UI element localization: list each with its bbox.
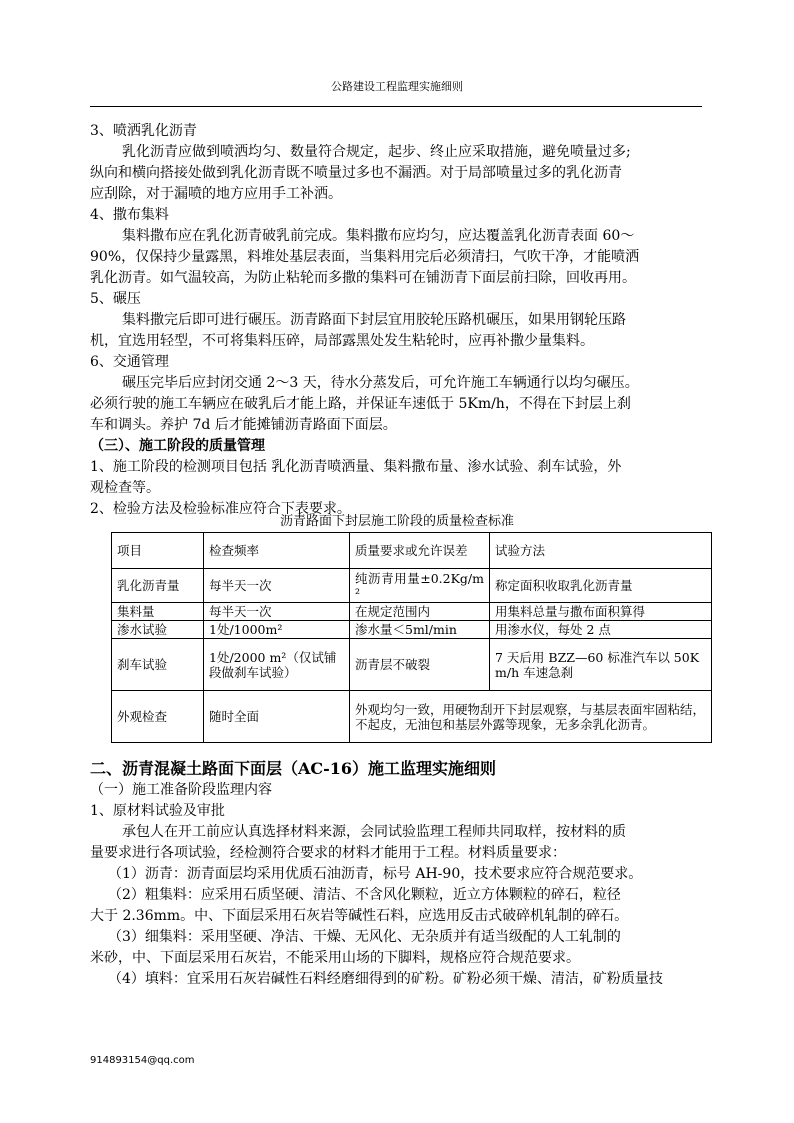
table-header-cell: 试验方法 (490, 533, 712, 569)
table-cell: 1处/1000m² (204, 621, 350, 639)
table-cell: 1处/2000 m²（仅试铺段做刹车试验） (204, 639, 350, 691)
table-cell: 随时全面 (204, 691, 350, 743)
paragraph-line: 承包人在开工前应认真选择材料来源，会同试验监理工程师共同取样，按材料的质 (122, 824, 626, 840)
table-row (112, 603, 712, 621)
paragraph-line: 90%，仅保持少量露黑，料堆处基层表面，当集料用完后必须清扫，气吹干净，才能喷洒 (90, 249, 640, 265)
footer-email: 914893154@qq.com (90, 1055, 195, 1066)
paragraph-line: 2、检验方法及检验标准应符合下表要求。 (90, 501, 351, 517)
quality-table (111, 532, 712, 743)
table-header-cell: 项目 (112, 533, 204, 569)
paragraph-line: （3）细集料：采用坚硬、净洁、干燥、无风化、无杂质并有适当级配的人工轧制的 (108, 929, 621, 945)
table-cell: 称定面积收取乳化沥青量 (490, 569, 712, 603)
table-cell: 用渗水仪，每处 2 点 (490, 621, 712, 639)
table-cell: 外观检查 (112, 691, 204, 743)
table-cell: 用集料总量与撒布面积算得 (490, 603, 712, 621)
heading-rolling: 5、碾压 (90, 291, 141, 307)
paragraph-line: 碾压完毕后应封闭交通 2～3 天，待水分蒸发后，可允许施工车辆通行以均匀碾压。 (122, 375, 639, 391)
subheading-preparation: （一）施工准备阶段监理内容 (90, 782, 272, 798)
table-header-cell: 质量要求或允许误差 (350, 533, 490, 569)
table-row (112, 569, 712, 603)
heading-aggregate: 4、撒布集料 (90, 207, 169, 223)
table-cell: 乳化沥青量 (112, 569, 204, 603)
paragraph-line: 车和调头。养护 7d 后才能摊铺沥青路面下面层。 (90, 417, 397, 433)
paragraph-line: 必须行驶的施工车辆应在破乳后才能上路，并保证车速低于 5Km/h，不得在下封层上刹 (90, 396, 631, 412)
table-cell: 纯沥青用量±0.2Kg/m² (350, 569, 490, 603)
heading-raw-materials: 1、原材料试验及审批 (90, 803, 225, 819)
paragraph-line: 乳化沥青。如气温较高，为防止粘轮而多撒的集料可在铺沥青下面层前扫除，回收再用。 (90, 270, 636, 286)
heading-traffic: 6、交通管理 (90, 354, 169, 370)
table-row (112, 621, 712, 639)
table-cell: 7 天后用 BZZ—60 标准汽车以 50Km/h 车速急刹 (490, 639, 712, 691)
header-rule (90, 106, 702, 107)
table-header-row (112, 533, 712, 569)
table-header-cell: 检查频率 (204, 533, 350, 569)
table-row (112, 691, 712, 743)
table-cell: 刹车试验 (112, 639, 204, 691)
paragraph-line: 纵向和横向搭接处做到乳化沥青既不喷量过多也不漏洒。对于局部喷量过多的乳化沥青 (90, 165, 622, 181)
heading-quality-management: （三）、施工阶段的质量管理 (90, 438, 265, 454)
paragraph-line: （2）粗集料：应采用石质坚硬、清洁、不含风化颗粒，近立方体颗粒的碎石，粒径 (108, 887, 621, 903)
paragraph-line: 量要求进行各项试验，经检测符合要求的材料才能用于工程。材料质量要求： (90, 845, 566, 861)
paragraph-line: 1、施工阶段的检测项目包括 乳化沥青喷洒量、集料撒布量、渗水试验、刹车试验，外 (90, 459, 622, 475)
table-cell: 在规定范围内 (350, 603, 490, 621)
paragraph-line: （4）填料：宜采用石灰岩碱性石料经磨细得到的矿粉。矿粉必须干燥、清洁，矿粉质量技 (108, 971, 663, 987)
paragraph-line: 集料撒布应在乳化沥青破乳前完成。集料撒布应均匀，应达覆盖乳化沥青表面 60～ (122, 228, 635, 244)
table-cell: 外观均匀一致，用硬物刮开下封层观察，与基层表面牢固粘结，不起皮，无油包和基层外露等现象，无多余乳化沥青。 (350, 691, 712, 743)
paragraph-line: 集料撒完后即可进行碾压。沥青路面下封层宜用胶轮压路机碾压，如果用钢轮压路 (122, 312, 626, 328)
paragraph-line: 大于 2.36mm。中、下面层采用石灰岩等碱性石料，应选用反击式破碎机轧制的碎石。 (90, 908, 629, 924)
table-cell: 集料量 (112, 603, 204, 621)
paragraph-line: 米砂，中、下面层采用石灰岩，不能采用山场的下脚料，规格应符合规范要求。 (90, 950, 580, 966)
page-header: 公路建设工程监理实施细则 (331, 80, 463, 93)
table-cell: 渗水量＜5ml/min (350, 621, 490, 639)
section-heading-asphalt-lower-layer: 二、沥青混凝土路面下面层（AC-16）施工监理实施细则 (90, 759, 497, 778)
table-caption: 沥青路面下封层施工阶段的质量检查标准 (279, 514, 514, 529)
table-cell: 每半天一次 (204, 603, 350, 621)
paragraph-line: 机，宜选用轻型，不可将集料压碎，局部露黑处发生粘轮时，应再补撒少量集料。 (90, 333, 594, 349)
table-cell: 每半天一次 (204, 569, 350, 603)
paragraph-line: 观检查等。 (90, 480, 160, 496)
table-cell: 渗水试验 (112, 621, 204, 639)
paragraph-line: （1）沥青：沥青面层均采用优质石油沥青，标号 AH-90，技术要求应符合规范要求。 (108, 866, 643, 882)
heading-spray-emulsion: 3、喷洒乳化沥青 (90, 123, 197, 139)
paragraph-line: 乳化沥青应做到喷洒均匀、数量符合规定，起步、终止应采取措施，避免喷量过多; (122, 144, 631, 160)
table-row (112, 639, 712, 691)
table-cell: 沥青层不破裂 (350, 639, 490, 691)
paragraph-line: 应刮除，对于漏喷的地方应用手工补洒。 (90, 186, 342, 202)
